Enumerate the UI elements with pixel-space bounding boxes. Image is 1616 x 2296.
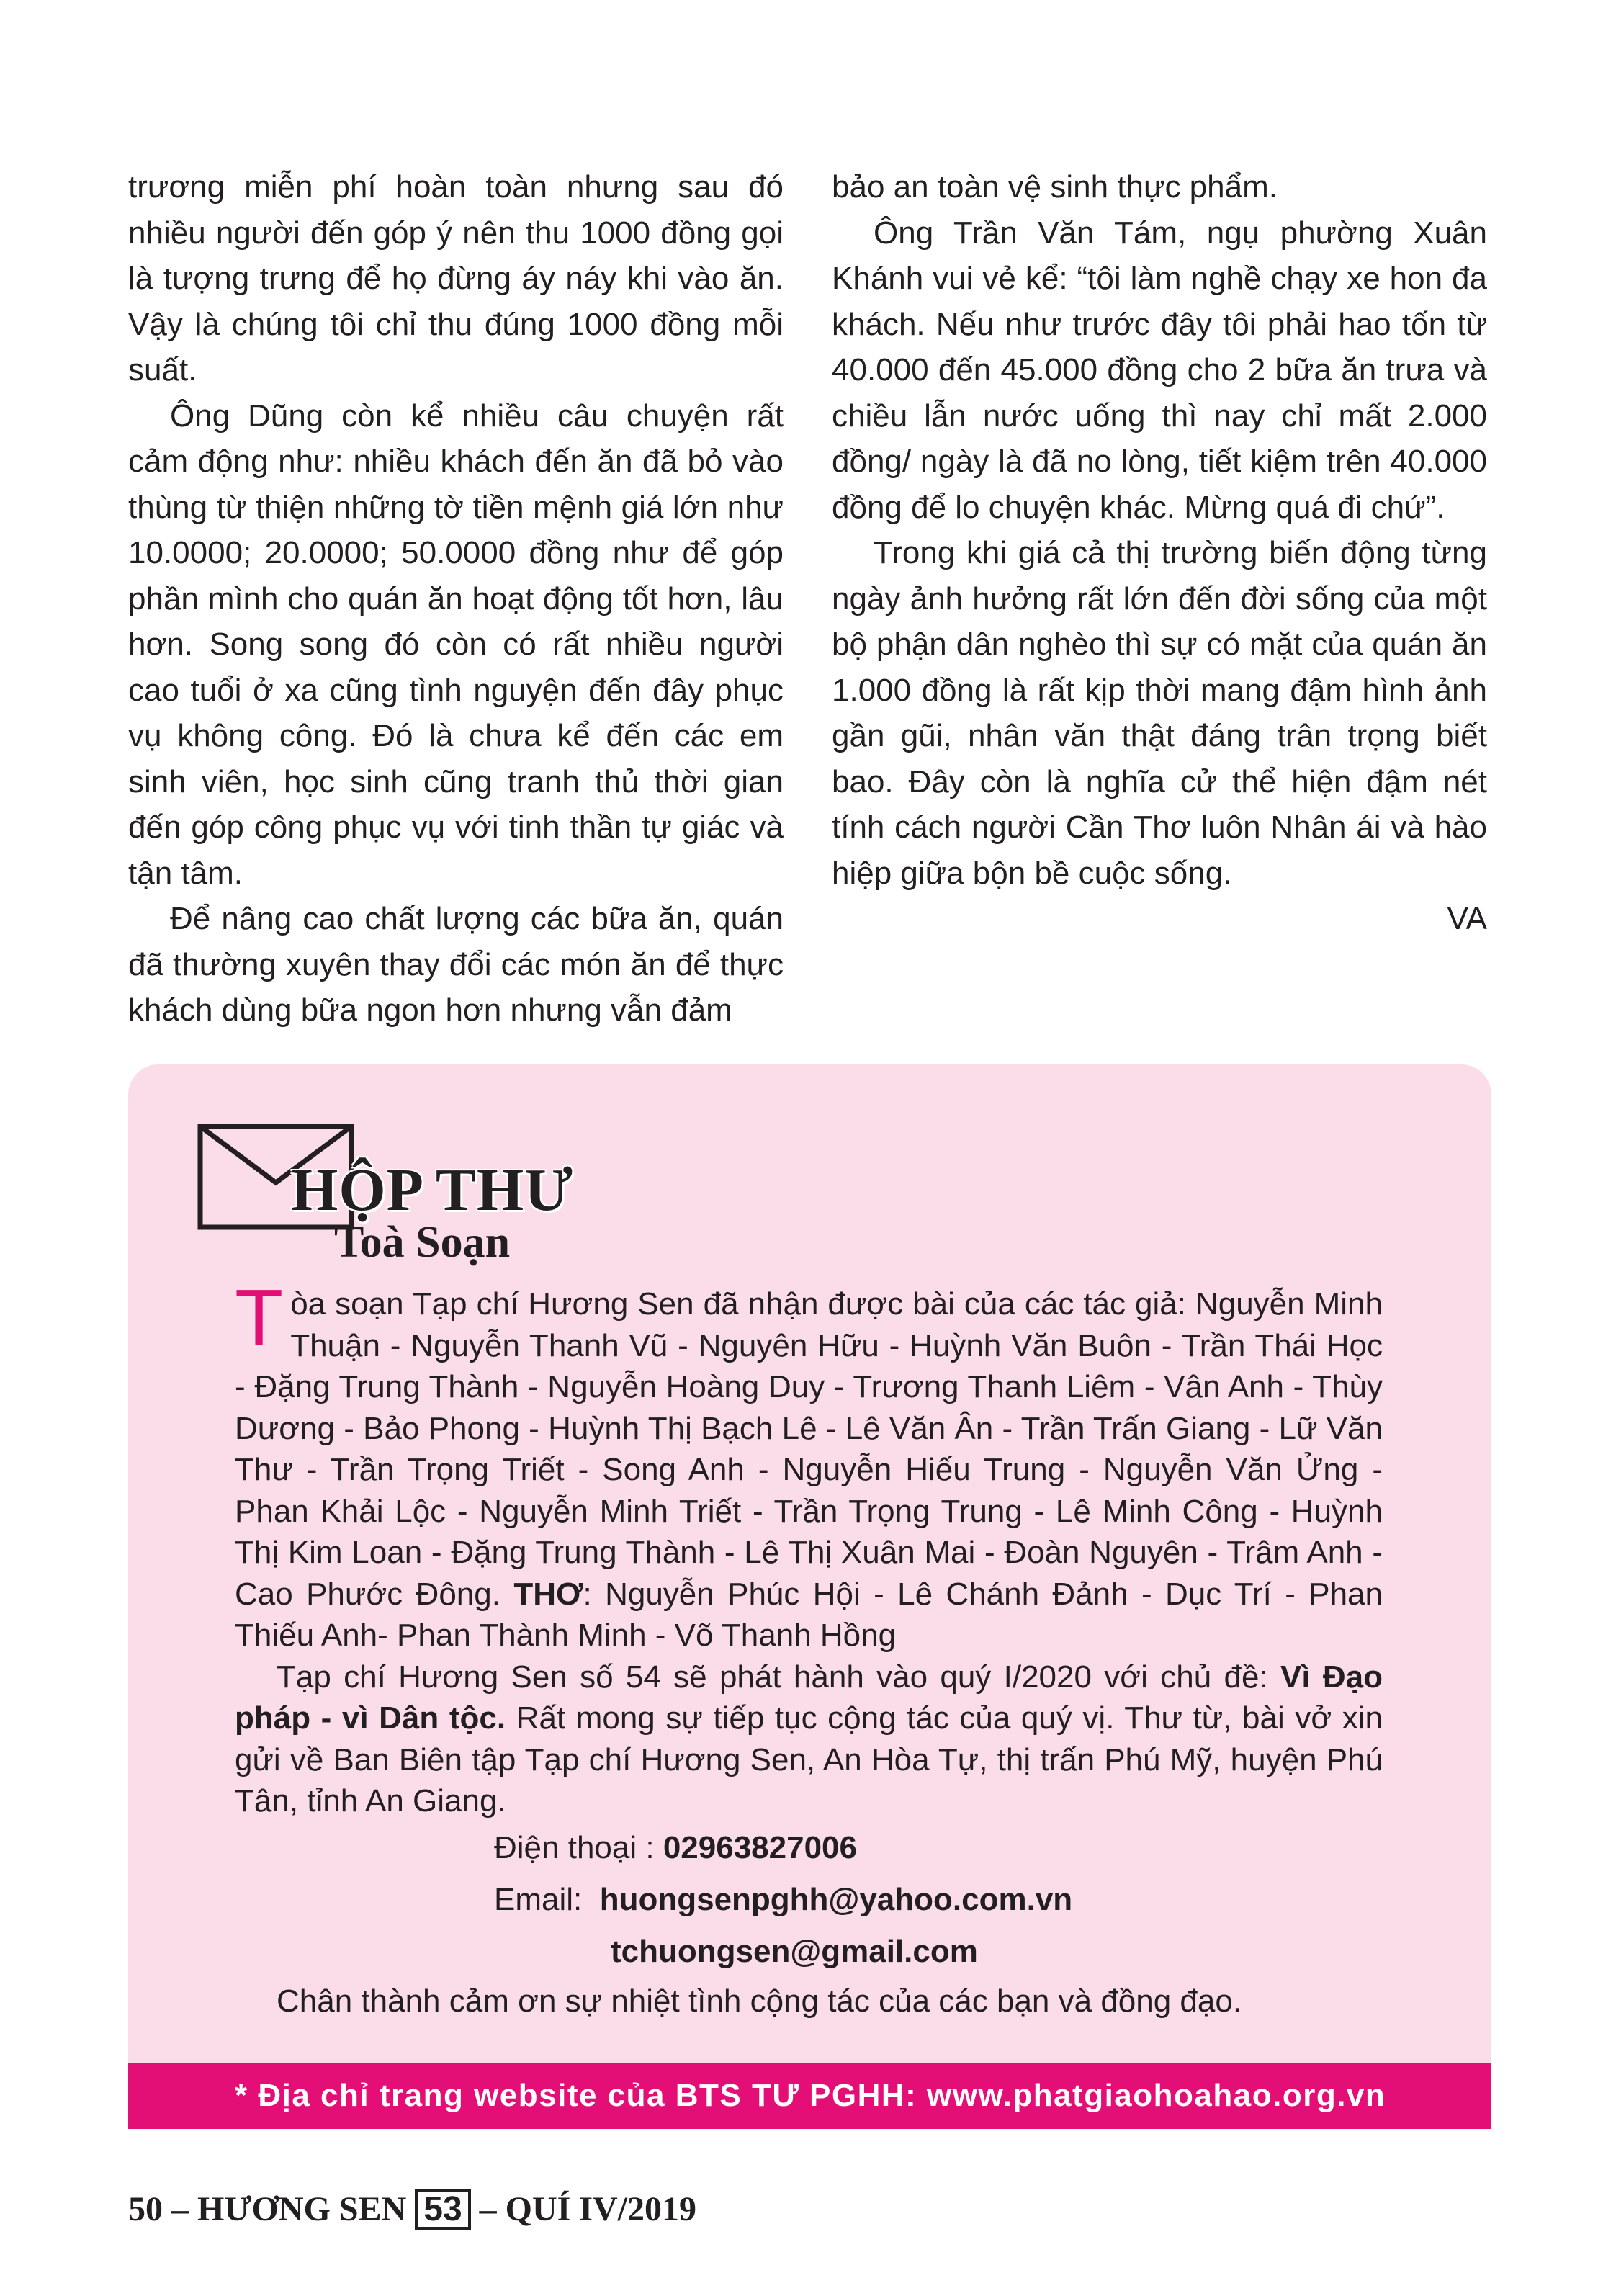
phone-label: Điện thoại : — [494, 1829, 663, 1865]
article-paragraph: Ông Dũng còn kể nhiều câu chuyện rất cảm động như: nhiều khách đến ăn đã bỏ vào thùng từ thiện những tờ tiền mệnh giá lớn như 10.0000; 20.0000; 50.0000 đồng như để góp phần mình cho quán ăn hoạt động tốt hơn, lâu hơn. Song song đó còn có rất nhiều người cao tuổi ở xa cũng tình nguyện đến đây phục vụ không công. Đó là chưa kể đến các em sinh viên, học sinh cũng tranh thủ thời gian đến góp công phục vụ với tinh thần tự giác và tận tâm. — [128, 398, 784, 891]
magazine-name: – HƯƠNG SEN — [171, 2190, 407, 2228]
article-paragraph: bảo an toàn vệ sinh thực phẩm. — [832, 169, 1278, 205]
poetry-authors: : Nguyễn Phúc Hội - Lê Chánh Đảnh - Dục Trí - Phan Thiếu Anh- Phan Thành Minh - Võ Thanh Hồng — [235, 1576, 1383, 1653]
poetry-label: THƠ — [513, 1576, 583, 1612]
announcement — [235, 1656, 1383, 1822]
article-paragraph: Ông Trần Văn Tám, ngụ phường Xuân Khánh vui vẻ kể: “tôi làm nghề chạy xe hon đa khách. Nếu như trước đây tôi phải hao tốn từ 40.000 đến 45.000 đồng cho 2 bữa ăn trưa và chiều lẫn nước uống thì nay chỉ mất 2.000 đồng/ ngày là đã no lòng, tiết kiệm trên 40.000 đồng để lo chuyện khác. Mừng quá đi chứ”. — [832, 215, 1487, 525]
email-line — [235, 1874, 1383, 1926]
email-line-2 — [235, 1926, 1383, 1978]
email-address-1: huongsenpghh@yahoo.com.vn — [599, 1881, 1073, 1917]
thanks-note: Chân thành cảm ơn sự nhiệt tình cộng tác của các bạn và đồng đạo. — [277, 1983, 1242, 2019]
drop-cap: T — [235, 1273, 284, 1362]
website-note: * Địa chỉ trang website của BTS TƯ PGHH: www.phatgiaohoahao.org.vn — [235, 2078, 1386, 2113]
announcement-text: Tạp chí Hương Sen số 54 sẽ phát hành vào quý I/2020 với chủ đề: — [277, 1659, 1280, 1695]
announcement-text-2: Rất mong sự tiếp tục cộng tác của quý vị. Thư từ, bài vở xin gửi về Ban Biên tập Tạp chí Hương Sen, An Hòa Tự, thị trấn Phú Mỹ, huyện Phú Tân, tỉnh An Giang. — [235, 1700, 1383, 1819]
email-label: Email: — [494, 1881, 591, 1917]
page-number: 50 — [128, 2190, 163, 2228]
mailbox-body — [235, 1273, 1383, 2022]
phone-number: 02963827006 — [663, 1829, 857, 1865]
article-column-right — [832, 164, 1487, 942]
mailbox-header — [197, 1124, 701, 1268]
article-paragraph: Để nâng cao chất lượng các bữa ăn, quán đã thường xuyên thay đổi các món ăn để thực khách dùng bữa ngon hơn nhưng vẫn đảm — [128, 901, 784, 1028]
phone-line — [235, 1822, 1383, 1874]
mailbox-subtitle: Toà Soạn — [334, 1218, 511, 1267]
article-paragraph: trương miễn phí hoàn toàn nhưng sau đó nhiều người đến góp ý nên thu 1000 đồng gọi là tượng trưng để họ đừng áy náy khi vào ăn. Vậy là chúng tôi chỉ thu đúng 1000 đồng mỗi suất. — [128, 169, 784, 387]
website-banner — [128, 2063, 1491, 2129]
author-list: òa soạn Tạp chí Hương Sen đã nhận được bài của các tác giả: Nguyễn Minh Thuận - Nguyễn Thanh Vũ - Nguyên Hữu - Huỳnh Văn Buôn - Trần Thái Học - Đặng Trung Thành - Nguyễn Hoàng Duy - Trương Thanh Liêm - Vân Anh - Thùy Dương - Bảo Phong - Huỳnh Thị Bạch Lê - Lê Văn Ân - Trần Trấn Giang - Lữ Văn Thư - Trần Trọng Triết - Song Anh - Nguyễn Hiếu Trung - Nguyễn Văn Ửng - Phan Khải Lộc - Nguyễn Minh Triết - Trần Trọng Trung - Lê Minh Công - Huỳnh Thị Kim Loan - Đặng Trung Thành - Lê Thị Xuân Mai - Đoàn Nguyên - Trâm Anh - Cao Phước Đông. — [235, 1286, 1383, 1612]
article-column-left — [128, 164, 784, 1033]
issue-number: 53 — [415, 2189, 470, 2230]
issue-quarter: – QUÍ IV/2019 — [479, 2190, 696, 2228]
announcement-theme: Vì Đạo pháp - vì Dân tộc. — [235, 1659, 1383, 1736]
email-address-2: tchuongsen@gmail.com — [611, 1933, 978, 1969]
mailbox-title: HỘP THƯ — [291, 1157, 574, 1224]
article-paragraph: Trong khi giá cả thị trường biến động từng ngày ảnh hưởng rất lớn đến đời sống của một bộ phận dân nghèo thì sự có mặt của quán ăn 1.000 đồng là rất kịp thời mang đậm hình ảnh gần gũi, nhân văn thật đáng trân trọng biết bao. Đây còn là nghĩa cử thể hiện đậm nét tính cách người Cần Thơ luôn Nhân ái và hào hiệp giữa bộn bề cuộc sống. — [832, 535, 1487, 891]
article-byline: VA — [1447, 901, 1487, 936]
page-footer — [128, 2189, 696, 2230]
mailbox-intro — [235, 1273, 1383, 1656]
